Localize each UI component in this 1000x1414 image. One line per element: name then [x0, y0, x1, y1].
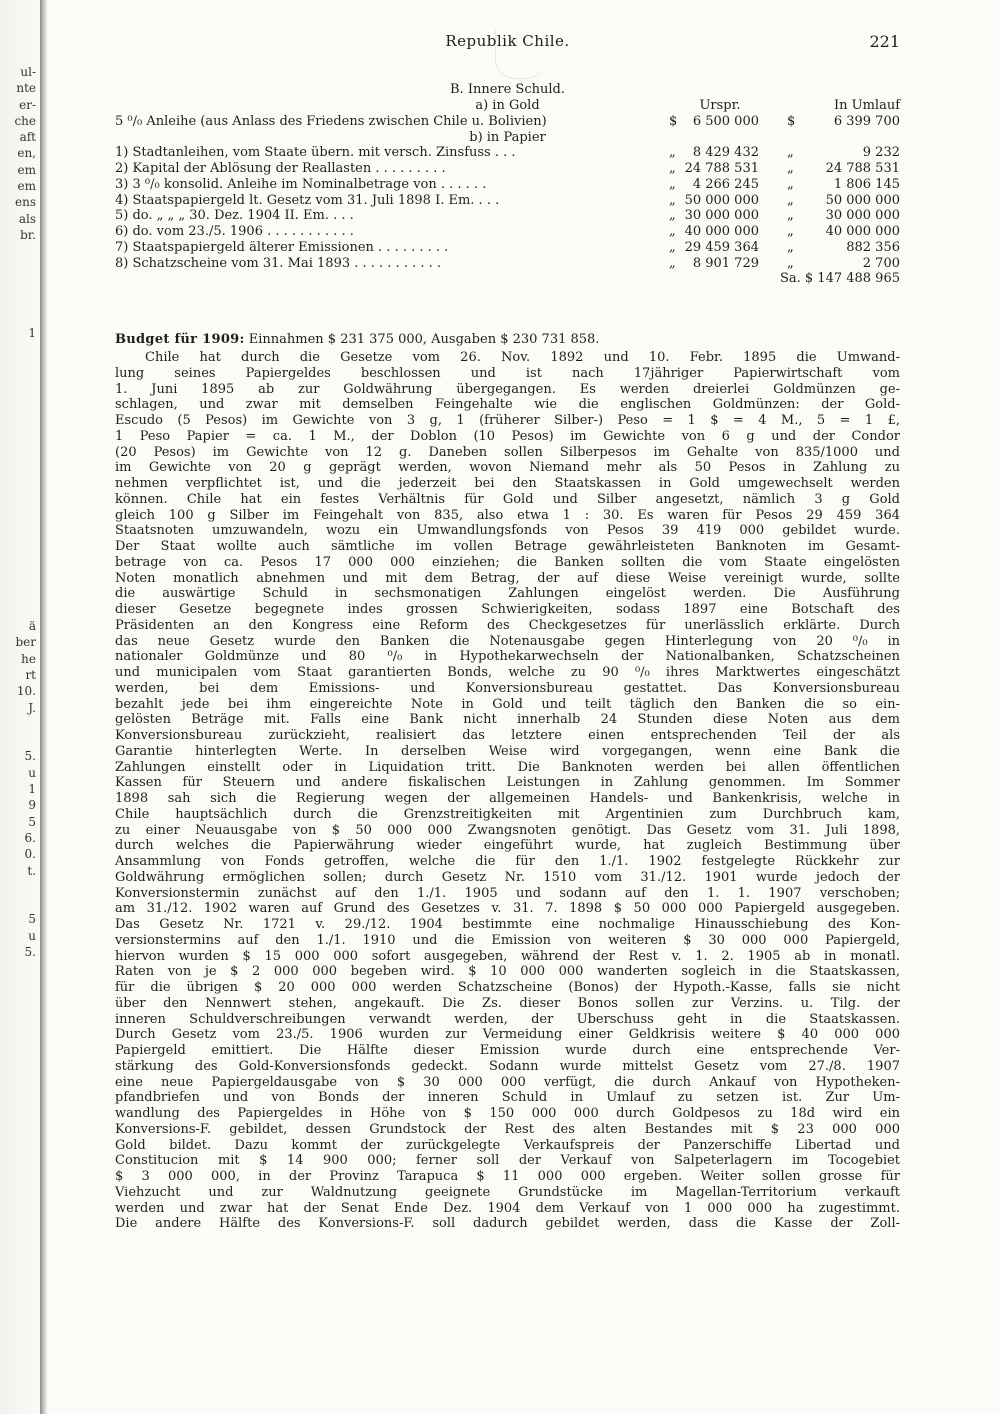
column-header-original: Urspr.	[699, 98, 741, 113]
currency-mark: „	[669, 192, 676, 208]
currency-mark: „	[669, 161, 676, 176]
currency-mark: „	[669, 255, 676, 271]
text-line: Chile hat durch die Gesetze vom 26. Nov. 1892 und 10. Febr. 1895 die Umwand-	[145, 350, 900, 365]
text-line: Die andere Hälfte des Konversions-F. soll dadurch gebildet werden, dass die Kasse der Zoll-	[115, 1216, 900, 1232]
row-description: 3) 3 ⁰/₀ konsolid. Anleihe im Nominalbetrage von . . . . . .	[115, 176, 487, 192]
text-line: Raten von je $ 2 000 000 begeben wird. $ 10 000 000 wanderten sogleich in die Staatskassen,	[115, 964, 900, 980]
text-line: Papiergeld emittiert. Die Hälfte dieser Emission wurde durch eine entsprechende Ver-	[115, 1043, 900, 1058]
text-line: am 31./12. 1902 waren auf Grund des Gesetzes v. 31. 7. 1898 $ 50 000 000 Papiergeld ausgegeben.	[115, 901, 900, 917]
text-line: Zahlungen einstellt oder in Liquidation tritt. Die Banknoten werden bei allen öffentlichen	[115, 759, 900, 775]
currency-mark: „	[787, 161, 794, 176]
text-line: nationaler Goldmünze und 80 ⁰/₀ in Hypothekarwechseln der Nationalbanken, Schatzscheinen	[115, 649, 900, 665]
circulation-amount: 2 700	[862, 255, 900, 271]
table-row	[115, 208, 900, 224]
table-row	[115, 161, 900, 177]
table-row	[115, 177, 900, 193]
row-description: 5 ⁰/₀ Anleihe (aus Anlass des Friedens zwischen Chile u. Bolivien)	[115, 113, 547, 129]
text-line: Präsidenten an den Kongress eine Reform des Checkgesetzes für unerlässlich erklärte. Durch	[115, 617, 900, 633]
page-number: 221	[869, 32, 900, 51]
table-row	[115, 145, 900, 161]
currency-mark: „	[669, 145, 676, 161]
text-line: pfandbriefen und von Bonds der inneren Schuld in Umlauf zu setzen ist. Zur Um-	[115, 1090, 900, 1106]
adjacent-page-text: ul- nte er- che aft en, em em ens als br. 1 ä ber he rt 10. J. 5. u 1 9 5 6. 0. t. 5 u 5.	[14, 65, 36, 960]
text-line: Garantie hinterlegten Werte. In derselben Weise wird vorgegangen, wenn eine Bank die	[115, 743, 900, 759]
text-line: dieser Gesetze begegnete indes grossen Schwierigkeiten, sodass 1897 eine Botschaft des	[115, 602, 900, 617]
text-line: die auswärtige Schuld in sechsmonatigen Zahlungen eingelöst werden. Die Ausführung	[115, 586, 900, 602]
paper-rows	[115, 145, 900, 271]
text-line: Ansammlung von Fonds getroffen, welche die für den 1./1. 1902 festgelegte Rückkehr zur	[115, 854, 900, 869]
circulation-amount: 50 000 000	[825, 192, 900, 208]
original-amount: 8 901 729	[692, 255, 759, 271]
text-line: 1. Juni 1895 ab zur Goldwährung übergegangen. Es werden dreierlei Goldmünzen ge-	[115, 381, 900, 397]
text-line: gleich 100 g Silber im Feingehalt von 835, also etwa 1 : 30. Es waren für Pesos 29 459 364	[115, 507, 900, 523]
original-amount: 50 000 000	[684, 192, 759, 208]
original-amount: 29 459 364	[684, 239, 759, 255]
table-row	[115, 193, 900, 209]
budget-label: Budget für 1909:	[115, 332, 245, 347]
currency-mark: „	[787, 208, 794, 224]
running-title: Republik Chile.	[445, 32, 570, 50]
text-line: hiervon wurden $ 15 000 000 sofort ausgegeben, während der Rest v. 1. 2. 1905 ab in monatl.	[115, 948, 900, 964]
text-line: nehmen verpflichtet ist, und die jederzeit bei den Staatskassen in Gold umgewechselt werden	[115, 476, 900, 491]
text-line: können. Chile hat ein festes Verhältnis für Gold und Silber angesetzt, nämlich 3 g Gold	[115, 491, 900, 507]
circulation-amount: 40 000 000	[825, 224, 900, 239]
text-line: Kassen für Steuern und andere fiskalischen Leistungen in Zahlung genommen. Im Sommer	[115, 775, 900, 791]
column-header-circulation: In Umlauf	[833, 98, 900, 113]
currency-mark: „	[787, 224, 794, 239]
budget-line	[115, 332, 900, 348]
text-line: und municipalen vom Staat garantierten Bonds, welche zu 90 ⁰/₀ ihres Marktwertes eingeschätzt	[115, 665, 900, 680]
text-line: Konversionstermin zunächst auf den 1./1. 1905 und sodann auf den 1. 1. 1907 verschoben;	[115, 885, 900, 901]
row-description: 7) Staatspapiergeld älterer Emissionen . . . . . . . . .	[115, 239, 449, 255]
original-amount: 24 788 531	[684, 161, 759, 176]
table-row	[115, 240, 900, 256]
table-row	[115, 224, 900, 240]
currency-mark: $	[787, 113, 796, 129]
text-line: Chile hauptsächlich durch die Grenzstreitigkeiten mit Argentinien zum Durchbruch kam,	[115, 806, 900, 822]
currency-mark: „	[669, 239, 676, 255]
text-line: Constitucion mit $ 14 900 000; ferner soll der Verkauf von Salpeterlagern im Tocogebiet	[115, 1153, 900, 1169]
text-line: 1 Peso Papier = ca. 1 M., der Doblon (10 Pesos) im Gewichte von 6 g und der Condor	[115, 428, 900, 444]
left-page-margin	[0, 0, 40, 1414]
text-line: werden, bei dem Emissions- und Konversionsbureau gestattet. Das Konversionsbureau	[115, 680, 900, 696]
text-line: Gold bildet. Dazu kommt der zurückgelegte Verkaufspreis der Panzerschiffe Libertad und	[115, 1137, 900, 1153]
debt-table	[115, 98, 900, 287]
currency-mark: „	[669, 224, 676, 239]
row-description: 4) Staatspapiergeld lt. Gesetz vom 31. Juli 1898 I. Em. . . .	[115, 192, 500, 208]
text-line: Escudo (5 Pesos) im Gewichte von 3 g, 1 (früherer Silber-) Peso = 1 $ = 4 M., 5 = 1 £,	[115, 413, 900, 428]
original-amount: 40 000 000	[684, 224, 759, 239]
page-header	[115, 34, 900, 54]
text-line: werden und zwar hat der Senat Ende Dez. 1904 dem Verkauf von 1 000 000 ha zugestimmt.	[115, 1200, 900, 1216]
original-amount: 30 000 000	[684, 208, 759, 224]
row-description: 5) do. „ „ „ 30. Dez. 1904 II. Em. . . .	[115, 208, 354, 224]
currency-mark: „	[669, 176, 676, 192]
text-line: eine neue Papiergeldausgabe von $ 30 000 000 verfügt, die durch Ankauf von Hypotheken-	[115, 1074, 900, 1090]
currency-mark: „	[787, 176, 794, 192]
circulation-amount: 6 399 700	[833, 113, 900, 129]
section-title: B. Innere Schuld.	[450, 82, 565, 97]
text-line: bezahlt jede bei ihm eingereichte Note in Gold und teilt täglich den Banken die so ein-	[115, 696, 900, 712]
text-line: 1898 sah sich die Regierung wegen der allgemeinen Handels- und Bankenkrisis, welche in	[115, 791, 900, 806]
text-line: $ 3 000 000, in der Provinz Tarapuca $ 11 000 000 ergeben. Weiter sollen grosse für	[115, 1169, 900, 1184]
circulation-amount: 1 806 145	[833, 176, 900, 192]
paper-heading-row	[115, 130, 900, 146]
circulation-amount: 882 356	[846, 239, 900, 255]
text-line: lung seines Papiergeldes beschlossen und ist nach 17jähriger Papierwirtschaft vom	[115, 365, 900, 381]
text-line: Das Gesetz Nr. 1721 v. 29./12. 1904 bestimmte eine nochmalige Hinausschiebung des Kon-	[115, 917, 900, 932]
circulation-amount: 24 788 531	[825, 161, 900, 176]
original-amount: 8 429 432	[692, 145, 759, 161]
text-line: (20 Pesos) im Gewichte von 12 g. Daneben sollen Silberpesos im Gehalte von 835/1000 und	[115, 444, 900, 460]
row-description: 1) Stadtanleihen, vom Staate übern. mit versch. Zinsfuss . . .	[115, 145, 516, 161]
paper-heading: b) in Papier	[469, 129, 546, 145]
text-line: durch welches die Papierwährung wieder eingeführt wurde, hat zugleich Bestimmung über	[115, 838, 900, 854]
table-row	[115, 256, 900, 272]
text-line: für die übrigen $ 20 000 000 werden Schatzscheine (Bonos) der Hypoth.-Kasse, falls sie nicht	[115, 980, 900, 995]
text-line: stärkung des Gold-Konversionsfonds gedeckt. Sodann wurde mittelst Gesetz vom 27./8. 1907	[115, 1058, 900, 1074]
gold-rows	[115, 114, 900, 130]
row-description: 2) Kapital der Ablösung der Reallasten . . . . . . . . .	[115, 161, 446, 176]
currency-mark: „	[787, 145, 794, 161]
text-line: schlagen, und zwar mit demselben Feingehalte wie die englischen Goldmünzen: der Gold-	[115, 397, 900, 413]
original-amount: 6 500 000	[692, 113, 759, 129]
sum-row	[115, 271, 900, 287]
text-line: Der Staat wollte auch sämtliche im vollen Betrage gewährleisteten Banknoten im Gesamt-	[115, 539, 900, 554]
text-line: Noten monatlich abnehmen und mit dem Betrag, der auf diese Weise vereinigt wurde, sollte	[115, 570, 900, 586]
text-line: Goldwährung ermöglichen sollen; durch Gesetz Nr. 1510 vom 31./12. 1901 wurde jedoch der	[115, 869, 900, 885]
row-description: 8) Schatzscheine vom 31. Mai 1893 . . . . . . . . . . .	[115, 255, 442, 271]
text-line: zu einer Neuausgabe von $ 50 000 000 Zwangsnoten genötigt. Das Gesetz vom 31. Juli 1898,	[115, 822, 900, 838]
table-header-row	[115, 98, 900, 114]
text-line: inneren Schuldverschreibungen verwandt werden, der Überschuss geht in die Staatskassen.	[115, 1011, 900, 1027]
text-line: im Gewichte von 20 g geprägt werden, wovon Niemand mehr als 50 Pesos in Zahlung zu	[115, 460, 900, 476]
budget-text: Einnahmen $ 231 375 000, Ausgaben $ 230 731 858.	[244, 332, 600, 347]
row-description: 6) do. vom 23./5. 1906 . . . . . . . . . . .	[115, 224, 354, 239]
sum-total: Sa. $ 147 488 965	[779, 271, 900, 287]
text-line: versionstermins auf den 1./1. 1910 und die Emission von weiteren $ 30 000 000 Papiergeld,	[115, 932, 900, 948]
text-line: Durch Gesetz vom 23./5. 1906 wurden zur Vermeidung einer Geldkrisis weitere $ 40 000 000	[115, 1027, 900, 1043]
circulation-amount: 9 232	[862, 145, 900, 161]
currency-mark: „	[787, 255, 794, 271]
currency-mark: „	[787, 239, 794, 255]
text-line: Konversionsbureau zurückzieht, realisiert das letztere einen entsprechenden Teil der als	[115, 728, 900, 743]
text-line: wandlung des Papiergeldes in Höhe von $ 150 000 000 durch Goldpesos zu 18d wird ein	[115, 1106, 900, 1121]
text-line: gelösten Beträge mit. Falls eine Bank nicht innerhalb 24 Stunden diese Noten aus dem	[115, 712, 900, 728]
text-line: Konversions-F. gebildet, dessen Grundstock der Rest des alten Bestandes mit $ 23 000 000	[115, 1121, 900, 1137]
gold-heading: a) in Gold	[475, 98, 540, 113]
table-row	[115, 114, 900, 130]
original-amount: 4 266 245	[692, 176, 759, 192]
text-line: das neue Gesetz wurde den Banken die Notenausgabe gegen Hinterlegung von 20 ⁰/₀ in	[115, 633, 900, 649]
circulation-amount: 30 000 000	[825, 208, 900, 224]
page-fold-shadow	[40, 0, 47, 1414]
text-line: betrage von ca. Pesos 17 000 000 einziehen; die Banken sollten die vom Staate eingelösten	[115, 554, 900, 570]
currency-mark: „	[787, 192, 794, 208]
text-line: über den Nennwert stehen, angekauft. Die Zs. dieser Bonos sollen zur Verzins. u. Tilg. der	[115, 995, 900, 1011]
currency-mark: „	[669, 208, 676, 224]
text-line: Viehzucht und zur Waldnutzung geeignete Grundstücke im Magellan-Territorium verkauft	[115, 1184, 900, 1200]
text-line: Staatsnoten umzuwandeln, wozu ein Umwandlungsfonds von Pesos 39 419 000 gebildet wurde.	[115, 523, 900, 539]
currency-mark: $	[669, 113, 678, 129]
body-paragraph	[115, 350, 900, 1232]
